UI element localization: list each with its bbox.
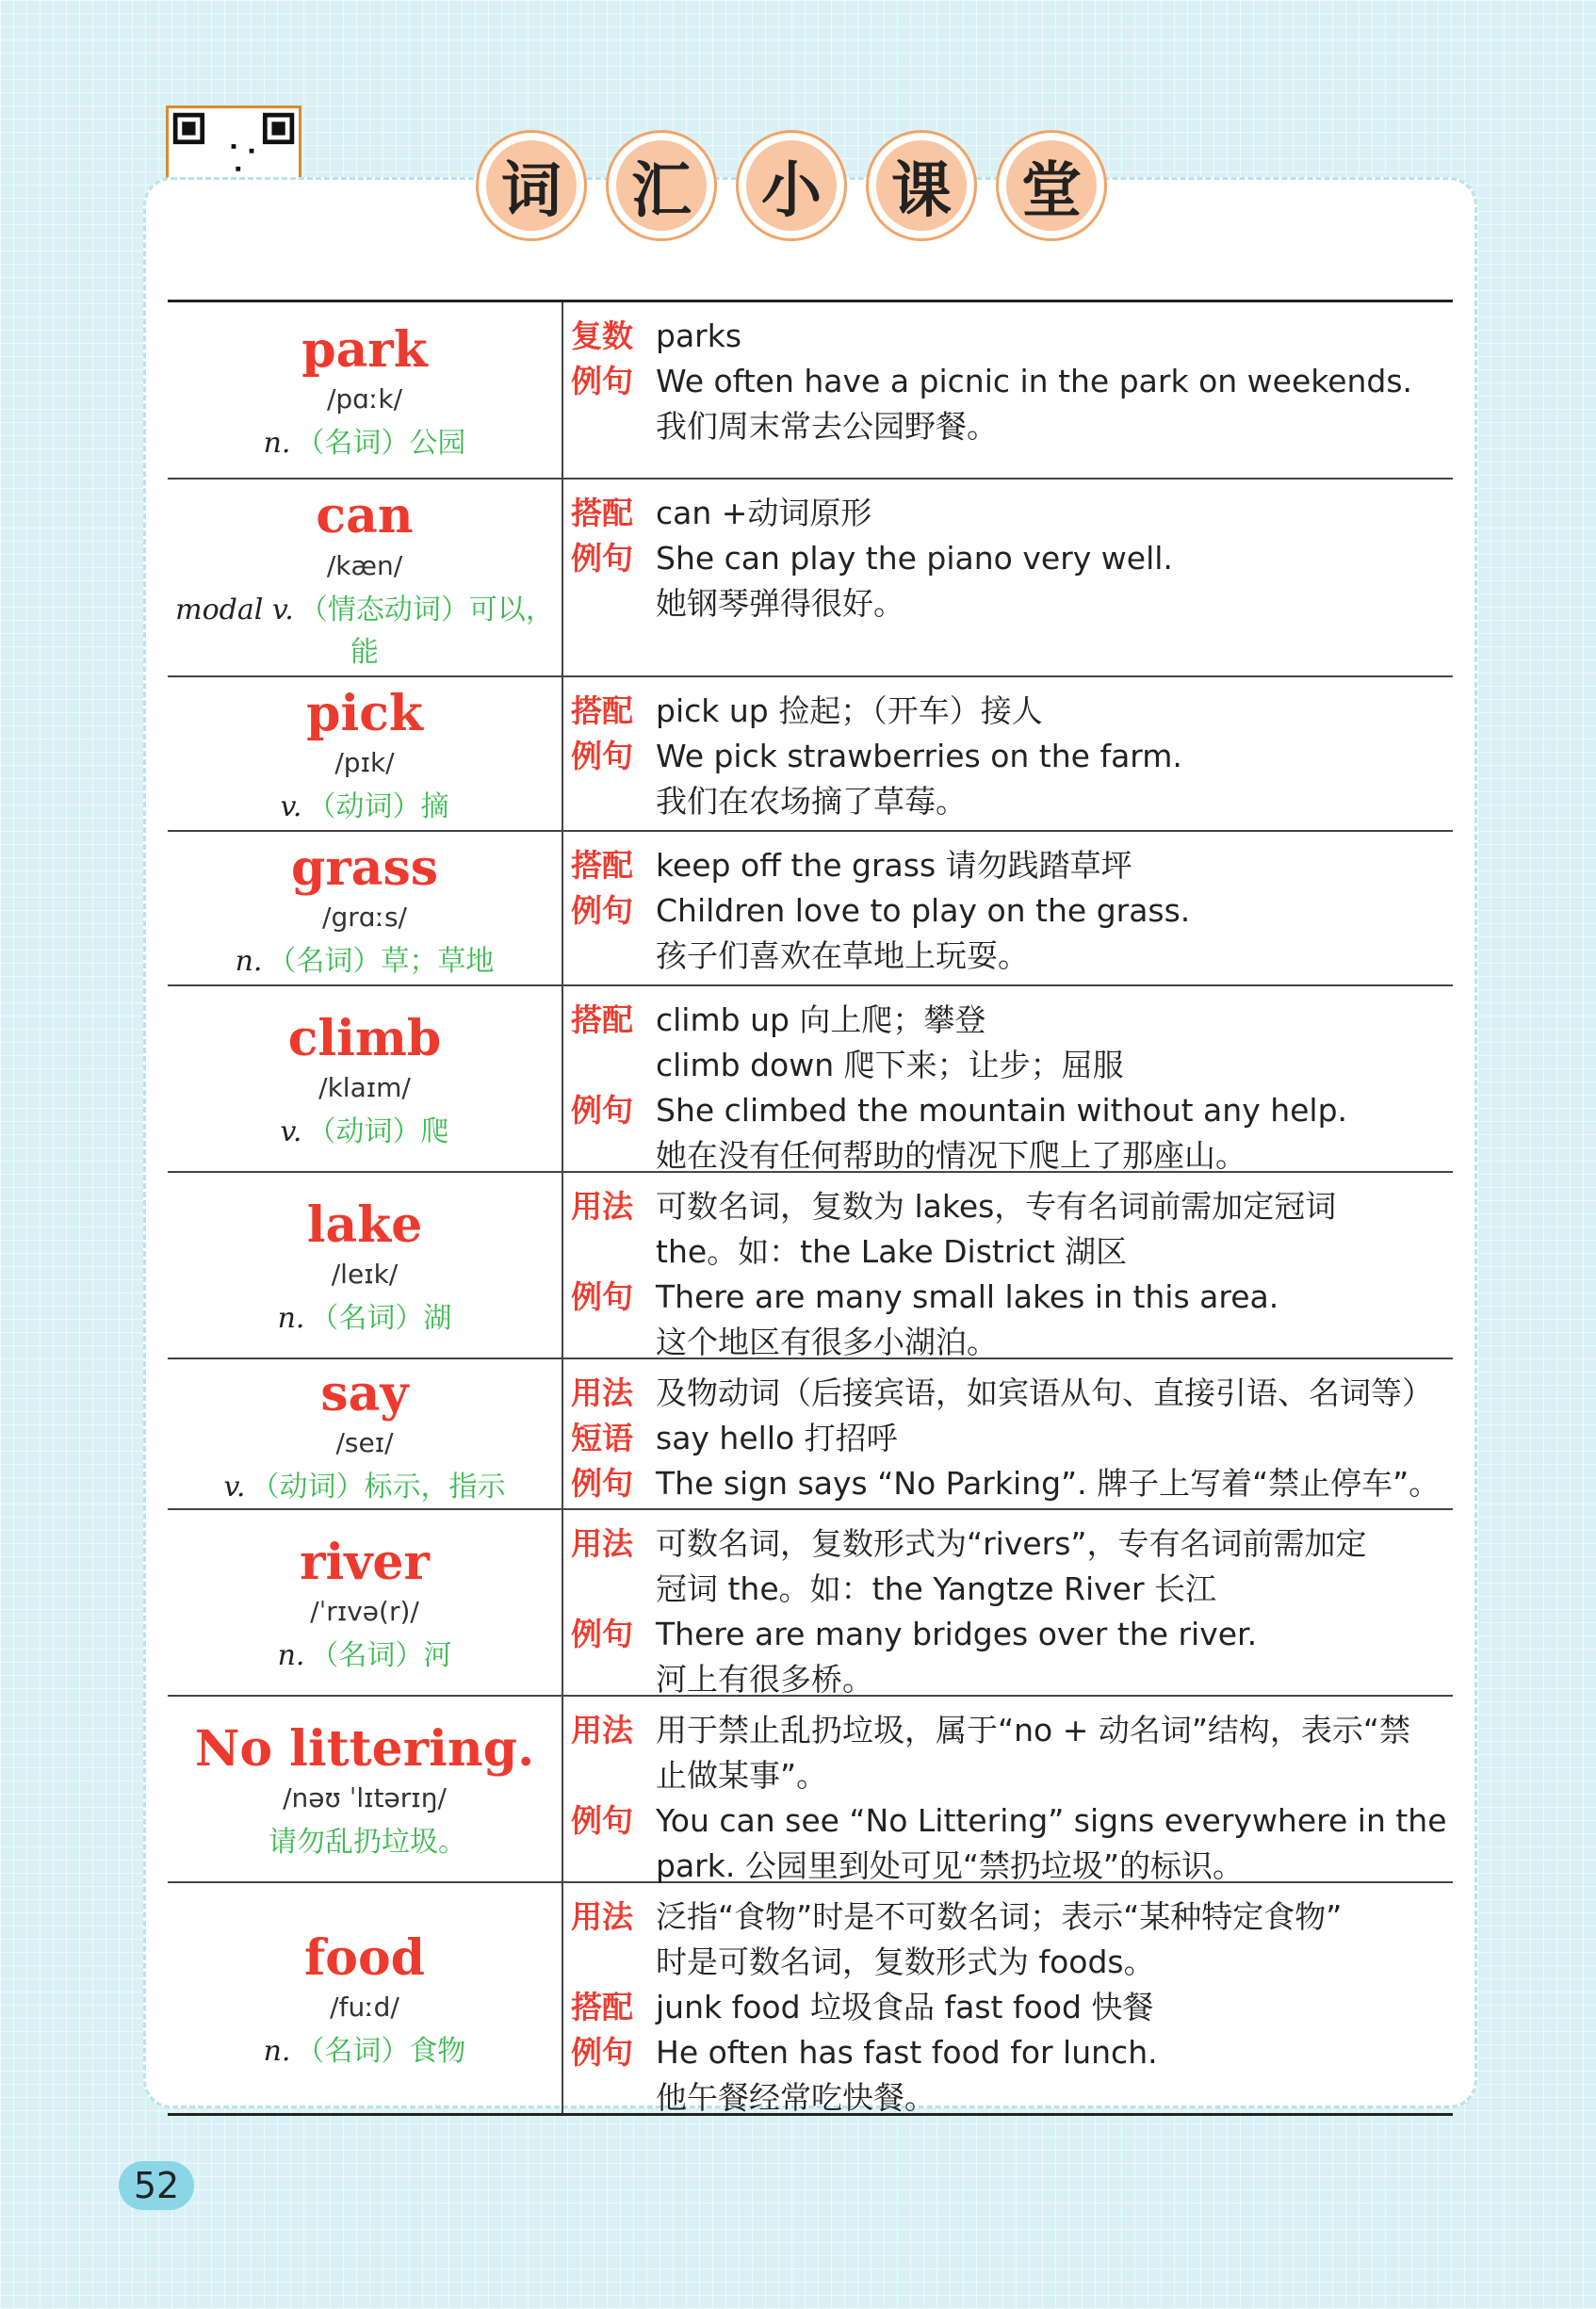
- usage-text: park. 公园里到处可见“禁扔垃圾”的标识。: [656, 1847, 1245, 1884]
- phonetic: /seɪ/: [335, 1427, 394, 1459]
- usage-column: [563, 1883, 1453, 2116]
- usage-text: There are many small lakes in this area.: [656, 1278, 1279, 1315]
- headword: park: [301, 320, 428, 379]
- usage-text: 河上有很多桥。: [656, 1661, 873, 1698]
- part-of-speech: [281, 1111, 449, 1153]
- word-column: [168, 1883, 563, 2113]
- usage-text: 时是可数名词，复数形式为 foods。: [656, 1943, 1155, 1980]
- usage-line: [571, 888, 1453, 934]
- usage-tag: [571, 581, 656, 626]
- usage-line: [571, 1229, 1453, 1275]
- usage-column: [563, 302, 1453, 478]
- usage-line: [571, 1940, 1453, 1985]
- usage-tag: 例句: [571, 738, 633, 774]
- usage-line: [571, 1657, 1453, 1702]
- pos-abbr: v.: [280, 790, 302, 824]
- headword: No littering.: [194, 1719, 535, 1778]
- usage-text: parks: [656, 317, 742, 354]
- part-of-speech: [224, 1466, 506, 1508]
- phonetic: /ˈrɪvə(r)/: [310, 1596, 419, 1628]
- phonetic: /leɪk/: [331, 1259, 399, 1291]
- title-char-5: 堂: [996, 130, 1107, 241]
- usage-text: 泛指“食物”时是不可数名词；表示“某种特定食物”: [656, 1898, 1343, 1935]
- part-of-speech: [264, 422, 466, 464]
- usage-tag: [571, 1320, 656, 1365]
- pos-meaning: （动词）摘: [307, 790, 449, 824]
- part-of-speech: [236, 940, 495, 983]
- usage-column: [563, 986, 1453, 1174]
- vocab-entry: [168, 1510, 1453, 1697]
- usage-text: say hello 打招呼: [656, 1420, 898, 1456]
- vocab-entry: [168, 302, 1453, 480]
- usage-text: 可数名词，复数为 lakes，专有名词前需加定冠词: [656, 1188, 1337, 1225]
- word-column: [168, 1697, 563, 1881]
- usage-tag: [571, 934, 656, 979]
- pos-meaning: （动词）爬: [307, 1115, 449, 1149]
- usage-line: [571, 2075, 1453, 2121]
- vocabulary-table: [168, 300, 1453, 2116]
- title-char-4: 课: [866, 130, 977, 241]
- usage-text: Children love to play on the grass.: [656, 892, 1191, 929]
- usage-tag: 搭配: [571, 1989, 633, 2025]
- usage-tag: [571, 779, 656, 824]
- usage-tag: 例句: [571, 1092, 633, 1129]
- usage-text: keep off the grass 请勿践踏草坪: [656, 847, 1132, 884]
- usage-text: There are many bridges over the river.: [656, 1616, 1258, 1652]
- part-of-speech: [264, 2030, 466, 2073]
- usage-text: He often has fast food for lunch.: [656, 2034, 1158, 2071]
- usage-text: 冠词 the。如：the Yangtze River 长江: [656, 1570, 1217, 1607]
- vocab-entry: [168, 1883, 1453, 2116]
- pos-meaning: （名词）河: [310, 1639, 452, 1673]
- word-column: [168, 480, 563, 675]
- usage-tag: [571, 1657, 656, 1702]
- usage-text: 可数名词，复数形式为“rivers”，专有名词前需加定: [656, 1525, 1367, 1562]
- word-column: [168, 1510, 563, 1695]
- pos-meaning: 请勿乱扔垃圾。: [269, 1826, 466, 1860]
- pos-abbr: n.: [263, 427, 291, 461]
- usage-tag: [571, 404, 656, 449]
- phonetic: /grɑːs/: [322, 902, 407, 934]
- pos-meaning: （动词）标示，指示: [251, 1471, 506, 1504]
- usage-text: 我们周末常去公园野餐。: [656, 408, 998, 445]
- usage-line: [571, 843, 1453, 888]
- vocab-entry: [168, 832, 1453, 986]
- usage-line: [571, 1088, 1453, 1133]
- usage-text: the。如：the Lake District 湖区: [656, 1233, 1128, 1270]
- usage-tag: [571, 1753, 656, 1798]
- usage-line: [571, 491, 1453, 536]
- vocab-entry: [168, 1173, 1453, 1359]
- pos-abbr: n.: [277, 1639, 305, 1673]
- pos-abbr: n.: [235, 945, 263, 979]
- phonetic: /pɑːk/: [326, 383, 403, 415]
- usage-text: We pick strawberries on the farm.: [656, 738, 1182, 774]
- usage-tag: 搭配: [571, 495, 633, 531]
- usage-text: 这个地区有很多小湖泊。: [656, 1324, 998, 1360]
- usage-column: [563, 832, 1453, 984]
- usage-line: [571, 2030, 1453, 2075]
- usage-tag: 例句: [571, 1616, 633, 1652]
- usage-line: [571, 1461, 1453, 1506]
- usage-line: [571, 1844, 1453, 1889]
- usage-tag: 短语: [571, 1420, 633, 1456]
- usage-text: She can play the piano very well.: [656, 540, 1173, 577]
- part-of-speech: [278, 1297, 452, 1340]
- headword: lake: [306, 1195, 423, 1254]
- usage-line: [571, 1567, 1453, 1612]
- usage-tag: [571, 1043, 656, 1088]
- part-of-speech: [281, 786, 449, 828]
- word-column: [168, 1173, 563, 1358]
- headword: grass: [291, 838, 438, 897]
- usage-tag: [571, 1133, 656, 1179]
- usage-tag: [571, 1844, 656, 1889]
- usage-text: You can see “No Littering” signs everywhere in the: [656, 1802, 1447, 1839]
- word-column: [168, 677, 563, 830]
- phonetic: /klaɪm/: [318, 1072, 411, 1104]
- pos-meaning: （情态动词）可以，能: [299, 593, 554, 669]
- pos-meaning: （名词）食物: [296, 2035, 466, 2069]
- usage-tag: [571, 2075, 656, 2121]
- usage-text: climb down 爬下来；让步；屈服: [656, 1047, 1124, 1083]
- usage-line: [571, 1184, 1453, 1229]
- title-char-3: 小: [736, 130, 847, 241]
- headword: climb: [287, 1009, 442, 1067]
- word-column: [168, 832, 563, 984]
- usage-column: [563, 677, 1453, 830]
- headword: pick: [306, 684, 423, 742]
- usage-text: 止做某事”。: [656, 1757, 828, 1794]
- phonetic: /pɪk/: [334, 747, 395, 779]
- vocab-entry: [168, 480, 1453, 677]
- usage-column: [563, 1697, 1453, 1884]
- usage-text: The sign says “No Parking”. 牌子上写着“禁止停车”。: [656, 1465, 1441, 1502]
- usage-tag: [571, 1229, 656, 1275]
- usage-text: can +动词原形: [656, 495, 872, 531]
- usage-column: [563, 1173, 1453, 1358]
- page-number: 52: [119, 2161, 194, 2210]
- pos-meaning: （名词）草；草地: [268, 945, 495, 979]
- usage-tag: 搭配: [571, 1001, 633, 1038]
- usage-tag: 例句: [571, 363, 633, 399]
- usage-tag: 用法: [571, 1712, 633, 1748]
- usage-line: [571, 536, 1453, 581]
- vocab-entry: [168, 1697, 1453, 1883]
- usage-text: 用于禁止乱扔垃圾，属于“no + 动名词”结构，表示“禁: [656, 1712, 1411, 1748]
- usage-line: [571, 1043, 1453, 1088]
- usage-column: [563, 480, 1453, 675]
- headword: food: [303, 1928, 426, 1987]
- pos-abbr: n.: [263, 2035, 291, 2069]
- usage-text: 及物动词（后接宾语，如宾语从句、直接引语、名词等）: [656, 1374, 1433, 1411]
- usage-tag: 例句: [571, 2034, 633, 2071]
- usage-line: [571, 779, 1453, 824]
- pos-meaning: （名词）公园: [296, 427, 466, 461]
- title-char-1: 词: [476, 130, 587, 241]
- usage-line: [571, 689, 1453, 734]
- vocab-entry: [168, 986, 1453, 1173]
- usage-line: [571, 734, 1453, 779]
- word-column: [168, 986, 563, 1171]
- usage-line: [571, 998, 1453, 1043]
- part-of-speech: [278, 1634, 452, 1677]
- vocab-entry: [168, 1359, 1453, 1510]
- part-of-speech: [168, 589, 562, 674]
- usage-tag: [571, 1940, 656, 1985]
- usage-text: 她在没有任何帮助的情况下爬上了那座山。: [656, 1137, 1246, 1174]
- usage-column: [563, 1510, 1453, 1698]
- pos-abbr: modal v.: [175, 593, 294, 626]
- headword: say: [320, 1364, 409, 1423]
- usage-tag: 搭配: [571, 847, 633, 884]
- pos-abbr: v.: [280, 1115, 302, 1149]
- usage-line: [571, 359, 1453, 404]
- pos-abbr: n.: [277, 1302, 305, 1336]
- usage-tag: 用法: [571, 1525, 633, 1562]
- usage-line: [571, 1612, 1453, 1657]
- usage-text: 孩子们喜欢在草地上玩耍。: [656, 937, 1029, 974]
- usage-line: [571, 934, 1453, 979]
- usage-line: [571, 1753, 1453, 1798]
- usage-tag: 复数: [571, 317, 633, 354]
- usage-text: 我们在农场摘了草莓。: [656, 783, 967, 820]
- usage-line: [571, 1275, 1453, 1320]
- usage-text: 她钢琴弹得很好。: [656, 585, 904, 622]
- headword: can: [316, 487, 414, 545]
- usage-text: climb up 向上爬；攀登: [656, 1001, 986, 1038]
- phonetic: /nəʊ ˈlɪtərɪŋ/: [283, 1782, 447, 1814]
- usage-tag: 搭配: [571, 692, 633, 729]
- pos-meaning: （名词）湖: [310, 1302, 452, 1336]
- usage-line: [571, 1416, 1453, 1461]
- headword: river: [300, 1533, 430, 1591]
- usage-line: [571, 1708, 1453, 1753]
- usage-text: pick up 捡起；（开车）接人: [656, 692, 1043, 729]
- word-column: [168, 1359, 563, 1508]
- section-title: [476, 130, 1107, 241]
- usage-tag: 例句: [571, 540, 633, 577]
- phonetic: /kæn/: [326, 549, 403, 581]
- usage-line: [571, 404, 1453, 449]
- usage-tag: 用法: [571, 1898, 633, 1935]
- usage-line: [571, 1371, 1453, 1416]
- usage-tag: 例句: [571, 1802, 633, 1839]
- usage-line: [571, 1985, 1453, 2030]
- usage-text: We often have a picnic in the park on weekends.: [656, 363, 1413, 399]
- usage-line: [571, 1798, 1453, 1844]
- usage-line: [571, 1320, 1453, 1365]
- usage-tag: [571, 1567, 656, 1612]
- usage-tag: 例句: [571, 1465, 633, 1502]
- usage-tag: 用法: [571, 1188, 633, 1225]
- usage-tag: 用法: [571, 1374, 633, 1411]
- usage-text: She climbed the mountain without any help.: [656, 1092, 1348, 1129]
- phonetic: /fuːd/: [330, 1992, 399, 2024]
- part-of-speech: [263, 1821, 466, 1863]
- vocab-entry: [168, 677, 1453, 832]
- usage-line: [571, 1894, 1453, 1940]
- word-column: [168, 302, 563, 478]
- usage-tag: 例句: [571, 892, 633, 929]
- usage-column: [563, 1359, 1453, 1508]
- usage-tag: 例句: [571, 1278, 633, 1315]
- pos-abbr: v.: [223, 1471, 246, 1504]
- title-char-2: 汇: [606, 130, 717, 241]
- usage-line: [571, 314, 1453, 359]
- usage-line: [571, 1133, 1453, 1179]
- usage-text: junk food 垃圾食品 fast food 快餐: [656, 1989, 1154, 2025]
- usage-line: [571, 1521, 1453, 1567]
- usage-line: [571, 581, 1453, 626]
- usage-text: 他午餐经常吃快餐。: [656, 2079, 936, 2116]
